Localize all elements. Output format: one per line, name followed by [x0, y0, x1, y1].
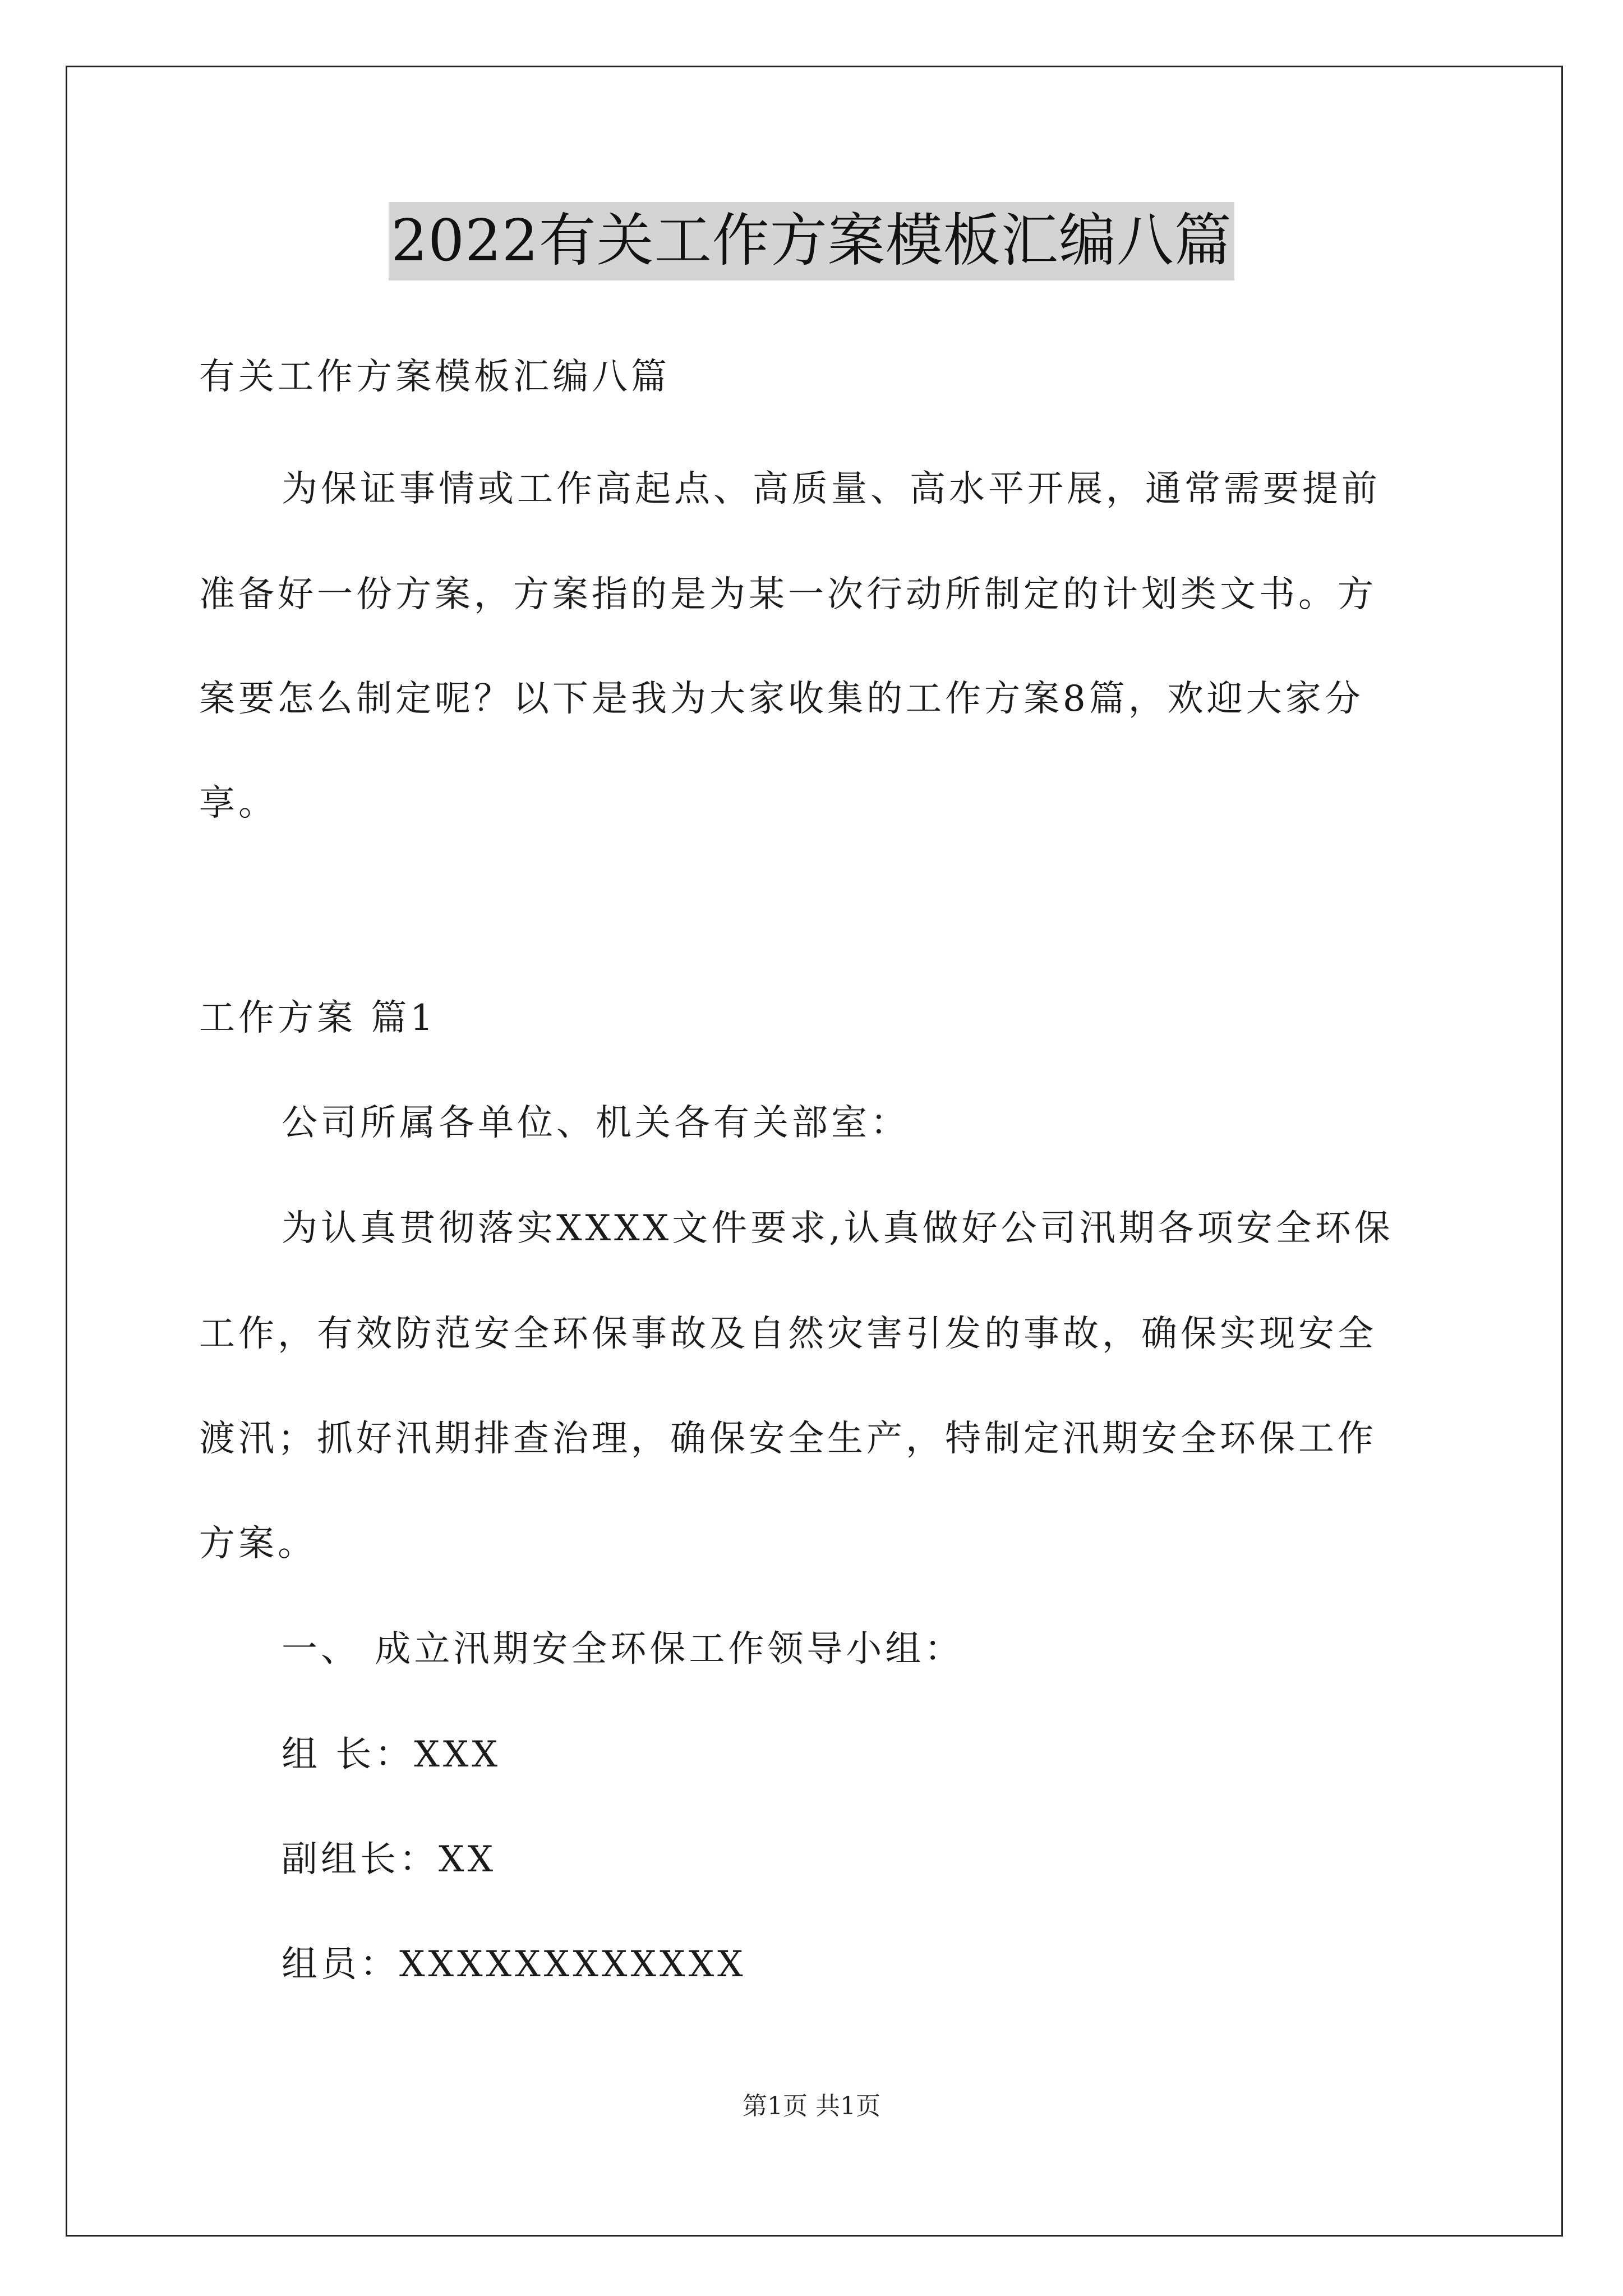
- item-one-heading: 一、 成立汛期安全环保工作领导小组：: [282, 1628, 964, 1670]
- body-line: 渡汛；抓好汛期排查治理，确保安全生产，特制定汛期安全环保工作: [199, 1418, 1377, 1460]
- body-line: 工作，有效防范安全环保事故及自然灾害引发的事故，确保实现安全: [199, 1313, 1377, 1355]
- document-subtitle: 有关工作方案模板汇编八篇: [199, 356, 670, 398]
- intro-line: 案要怎么制定呢？以下是我为大家收集的工作方案8篇，欢迎大家分: [199, 678, 1364, 720]
- body-line: 方案。: [199, 1523, 317, 1565]
- section-heading: 工作方案 篇1: [199, 997, 437, 1039]
- leader-line: 组 长：XXX: [282, 1734, 501, 1775]
- deputy-leader-line: 副组长：XX: [282, 1839, 497, 1880]
- intro-line: 准备好一份方案，方案指的是为某一次行动所制定的计划类文书。方: [199, 574, 1377, 615]
- intro-line: 为保证事情或工作高起点、高质量、高水平开展，通常需要提前: [282, 468, 1381, 510]
- salutation: 公司所属各单位、机关各有关部室：: [282, 1102, 910, 1144]
- members-line: 组员：XXXXXXXXXXXX: [282, 1944, 746, 1985]
- title-container: [0, 202, 1623, 280]
- page-footer: 第1页 共1页: [743, 2092, 880, 2120]
- document-title: 2022有关工作方案模板汇编八篇: [389, 202, 1234, 280]
- intro-line: 享。: [199, 783, 278, 824]
- body-line: 为认真贯彻落实XXXX文件要求,认真做好公司汛期各项安全环保: [282, 1208, 1394, 1249]
